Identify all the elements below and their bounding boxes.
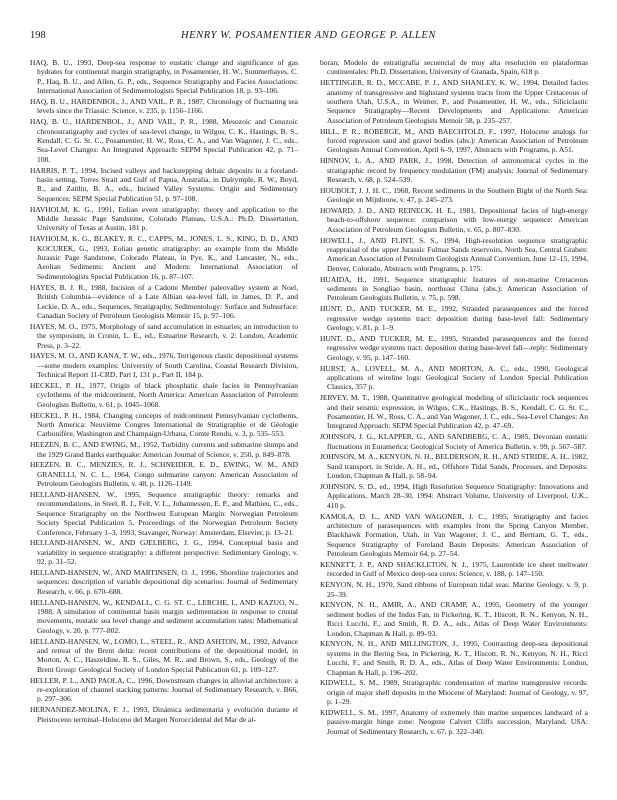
reference-entry: HAQ, B. U., 1993, Deep-sea response to eustatic change and significance of gas hydrates for continental margin stratigraphy, in Posamentier, H. W., Summerhayes, C. P., Haq, B. U., and Allen, G. P., eds., Sequence Stratigraphy and Facies Associations: International Association of Sedimentologists Special Publication 18, p. 93–106. xyxy=(30,58,298,96)
reference-entry: HINNOV, L. A., AND PARK, J., 1998, Detection of astronomical cycles in the stratigraphic record by frequency modulation (FM) analysis: Journal of Sedimentary Research, v. 68, p. 524–539. xyxy=(320,156,588,185)
reference-entry: JOHNSON, M. A., KENYON, N. H., BELDERSON, R. H., AND STRIDE, A. H., 1982, Sand transport, in Stride, A. H., ed., Offshore Tidal Sands, Processes, and Deposits: London, Chapman & Hall, p. 58–94. xyxy=(320,452,588,481)
page-header xyxy=(30,30,587,44)
reference-entry: HOWELL, J., AND FLINT, S. S., 1994, High-resolution sequence stratigraphic reappraisal of the upper Jurassic Fulmar Sands reservoirs, North Sea, Central Graben: American Association of Petroleum Geologists Annual Convention, June 12–15, 1994, Denver, Colorado, Abstracts with Programs, p. 175. xyxy=(320,235,588,273)
reference-entry: HARRIS, P. T., 1994, Incised valleys and backstepping deltaic deposits in a foreland-basin setting, Torres Strait and Gulf of Papua, Australia, in Dalrymple, R. W., Boyd, R., and Zaitlin, B. A., eds., Incised Valley Systems: Origin and Sedimentary Sequences: SEPM Special Publication 51, p. 97–108. xyxy=(30,165,298,203)
reference-entry: HELLAND-HANSEN, W., AND MARTINSEN, O. J., 1996, Shoreline trajectories and sequences: description of variable depositional dip scenarios: Journal of Sedimentary Research, v. 66, p. 670–688. xyxy=(30,567,298,596)
reference-entry: HILL, P. R., ROBERGE, M., AND BAECHTOLD, F., 1997, Holocene analogs for forced regression sand and gravel bodies (abs.): American Association of Petroleum Geologists Annual Convention, April 6–9, 1997, Abstracts with Programs, p. A51. xyxy=(320,126,588,155)
running-head: HENRY W. POSAMENTIER AND GEORGE P. ALLEN xyxy=(180,30,436,41)
reference-entry: HURST, A., LOVELL, M. A., AND MORTON, A. C., eds., 1990, Geological applications of wireline logs: Geological Society of London Special Publication Classics, 357 p. xyxy=(320,363,588,392)
reference-entry: HECKEL, P. H., 1977, Origin of black phosphatic shale facies in Pennsylvanian cyclothems of the midcontinent, North America: American Association of Petroleum Geologists Bulletin, v. 61, p. 1045–1068. xyxy=(30,380,298,409)
reference-entry: KENNETT, J. P., AND SHACKLETON, N. J., 1975, Laurentide ice sheet meltwater recorded in Gulf of Mexico deep-sea cores: Science, v. 188, p. 147–150. xyxy=(320,559,588,579)
reference-entry: HAYES, B. J. R., 1988, Incision of a Cadotte Member paleovalley system at Noel, British Columbia—evidence of a Late Albian sea-level fall, in James, D. P., and Leckie, D. A., eds., Sequences, Stratigraphy, Sedimentology: Surface and Subsurface: Canadian Society of Petroleum Geologists Memoir 15, p. 97–106. xyxy=(30,282,298,320)
reference-entry: HAQ, B. U., HARDENBOL, J., AND VAIL, P. R., 1988, Mesozoic and Cenozoic chronostratigraphy and cycles of sea-level change, in Wilgus, C. K., Hastings, B. S., Kendall, C. G. St. C., Posamentier, H. W., Ross, C. A., and Van Wagoner, J. C., eds., Sea-Level Changes: An Integrated Approach: SEPM Special Publication 42, p. 71–108. xyxy=(30,117,298,164)
reference-entry: KENYON, N. H., AMIR, A., AND CRAMP, A., 1995, Geometry of the younger sediment bodies of the Indus Fan, in Pickering, K. T., Hiscott, R. N., Kenyon, N. H., Ricci Lucchi, F., and Smith, R. D. A., eds., Atlas of Deep Water Environments: London, Chapman & Hall, p. 89–93. xyxy=(320,600,588,638)
reference-entry: KENYON, N. H., AND MILLINGTON, J., 1995, Contrasting deep-sea depositional systems in the Bering Sea, in Pickering, K. T., Hiscott, R. N., Kenyon, N. H., Ricci Lucchi, F., and Smith, R. D. A., eds., Atlas of Deep Water Environments: London, Chapman & Hall, p. 196–202. xyxy=(320,639,588,677)
reference-columns xyxy=(30,58,588,738)
reference-entry: HAVHOLM, K. G., BLAKEY, R. C., CAPPS, M., JONES, L. S., KING, D. D., AND KOCUREK, G., 1993, Eolian genetic stratigraphy: an example from the Middle Jurassic Page Sandstone, Colorado Plateau, in Pye, K., and Lancaster, N., eds., Aeolian Sediments: Ancient and Modern: International Association of Sedimentologists Special Publication 16, p. 87–107. xyxy=(30,234,298,281)
left-column xyxy=(30,58,298,738)
reference-entry: HAYES, M. O., 1975, Morphology of sand accumulation in estuaries; an introduction to the symposium, in Cronin, L. E., ed., Estuarine Research, v. 2: London, Academic Press, p. 3–22. xyxy=(30,321,298,350)
reference-entry: KIDWELL, S. M., 1997, Anatomy of extremely thin marine sequences landward of a passive-margin hinge zone: Neogene Calvert Cliffs succession, Maryland, USA: Journal of Sedimentary Research, v. 67, p. 322–340. xyxy=(320,708,588,736)
reference-entry: HAQ, B. U., HARDENBOL, J., AND VAIL, P. R., 1987, Chronology of fluctuating sea levels since the Triassic: Science, v. 235, p. 1156–1166. xyxy=(30,97,298,116)
reference-entry: HERNANDEZ-MOLINA, F. J., 1993, Dinámica sedimentaria y evolución durante el Pleistoceno terminal–Holoceno del Margen Noroccidental del Mar de al- xyxy=(30,705,298,724)
reference-entry: HELLAND-HANSEN, W., AND GJELBERG, J. G., 1994, Conceptual basis and variability in sequence stratigraphy: a different perspective: Sedimentary Geology, v. 92, p. 31–52. xyxy=(30,538,298,567)
reference-entry: HEEZEN, B. C., MENZIES, R. J., SCHNEIDER, E. D., EWING, W. M., AND GRANELLI, N. C. L., 1964, Congo submarine canyon: American Association of Petroleum Geologists Bulletin, v. 48, p. 1126–1149. xyxy=(30,460,298,489)
reference-entry: HEEZEN, B. C., AND EWING, M., 1952, Turbidity currents and submarine slumps and the 1929 Grand Banks earthquake: American Journal of Science, v. 250, p. 849–878. xyxy=(30,440,298,459)
reference-entry: HOWARD, J. D., AND REINECK, H. E., 1981, Depositional facies of high-energy beach-to-offshore sequence: comparison with low-energy sequence: American Association of Petroleum Geologists Bulletin, v. 65, p. 807–830. xyxy=(320,206,588,234)
reference-entry: JERVEY, M. T., 1988, Quantitative geological modeling of siliciclastic rock sequences and their seismic expression, in Wilgus, C.K., Hastings, B. S., Kendall, C. G. St. C., Posamentier, H. W., Ross, C. A., and Van Wagoner, J. C., eds., Sea-Level Changes: An Integrated Approach: SEPM Special Publication 42, p. 47–69. xyxy=(320,393,588,431)
reference-entry: HUNT, D., AND TUCKER, M. E., 1992, Stranded parasequences and the forced regressive wedge systems tract: deposition during base-level fall: Sedimentary Geology, v. 81, p. 1–9. xyxy=(320,304,588,333)
reference-entry: HELLAND-HANSEN, W., KENDALL, C. G. ST. C., LERCHE, I., AND KAZUO, N., 1988, A simulation of continental basin margin sedimentation in response to crustal movements, eustatic sea level change and sediment accumulation rates: Mathematical Geology, v. 20, p. 777–802. xyxy=(30,597,298,635)
reference-entry: HELLAND-HANSEN, W., LOMO, L., STEEL, R., AND ASHTON, M., 1992, Advance and retreat of the Brent delta: recent contributions of the depositional model, in Morton, A. C., Haszeldine, R. S., Giles, M. R., and Brown, S., eds., Geology of the Brent Group: Geological Society of London Special Publication 61, p. 109–127. xyxy=(30,636,298,674)
reference-entry: KAMOLA, D. L., AND VAN WAGONER, J. C., 1995, Stratigraphy and facies architecture of parasequences with examples from the Spring Canyon Member, Blackhawk Formation, Utah, in Van Wagoner, J. C., and Bertram, G. T., eds., Sequence Stratigraphy of Foreland Basin Deposits: American Association of Petroleum Geologists Memoir 64, p. 27–54. xyxy=(320,511,588,559)
reference-entry: JOHNSON, J. G., KLAPPER, G., AND SANDBERG, C. A., 1985, Devonian eustatic fluctuations in Euramerica: Geological Society of America Bulletin, v. 99, p. 567–587. xyxy=(320,432,588,451)
reference-entry: HAVHOLM, K. G., 1991, Eolian event stratigraphy: theory and application to the Middle Jurassic Page Sandstone, Colorado Plateau, U.S.A.: Ph.D. Dissertation, University of Texas at Austin, 181 p. xyxy=(30,204,298,233)
right-column xyxy=(320,58,588,738)
page-number: 198 xyxy=(30,30,46,41)
reference-entry: HUAIDA, H., 1991, Sequence stratigraphic features of non-marine Cretaceous sediments in Songliao basin, northeast China (abs.): American Association of Petroleum Geologists Bulletin, v. 75, p. 598. xyxy=(320,274,588,303)
reference-entry: HUNT, D., AND TUCKER, M. E., 1995, Stranded parasequences and the forced regressive wedge systems tract: deposition during base-level fall—reply: Sedimentary Geology, v. 95, p. 147–160. xyxy=(320,333,588,362)
reference-entry: HOUBOLT, J. J. H. C., 1968, Recent sediments in the Southern Bight of the North Sea: Geologie en Mijnbouw, v. 47, p. 245–273. xyxy=(320,185,588,205)
reference-entry: KENYON, N. H., 1970, Sand ribbons of European tidal seas: Marine Geology, v. 9, p. 25–39. xyxy=(320,580,588,599)
reference-entry: boran; Modelo de estratigrafía secuencial de muy alta resolución en plataformas continentales: Ph.D. Dissertation, University of Granada, Spain, 618 p. xyxy=(320,58,588,77)
reference-entry: JOHNSON, S. D., ed., 1994, High Resolution Sequence Stratigraphy: Innovations and Applications, March 28–30, 1994: Abstract Volume, University of Liverpool, U.K., 410 p. xyxy=(320,481,588,510)
reference-entry: HELLER, P. L., AND PAOLA, C., 1996, Downstream changes in alluvial architecture: a re-exploration of channel stacking patterns: Journal of Sedimentary Research, v. B66, p. 297–306. xyxy=(30,675,298,704)
reference-entry: HETTINGER, R. D., MCCABE, P. J., AND SHANLEY, K. W., 1994, Detailed facies anatomy of transgressive and highstand systems tracts from the Upper Cretaceous of southern Utah, U.S.A., in Weimer, P., and Posamentier, H. W., eds., Siliciclastic Sequence Stratigraphy—Recent Developments and Applications: American Association of Petroleum Geologists Memoir 58, p. 235–257. xyxy=(320,78,588,125)
reference-entry: HECKEL, P. H., 1984, Changing concepts of midcontinent Pennsylvanian cyclothems, North America: Neuvième Congres International de Stratigraphie et de Géologie Carbonifère, Washington and Champaign-Urbana, Comte Rendu, v. 3, p. 535–553. xyxy=(30,410,298,439)
reference-entry: HAYES, M. O., AND KANA, T. W., eds., 1976, Terrigenous clastic depositional systems—some modern examples: University of South Carolina, Coastal Research Division, Technical Report 11-CRD, Part I, 131 p., Part II, 184 p. xyxy=(30,351,298,380)
reference-entry: KIDWELL, S. M., 1989, Stratigraphic condensation of marine transgressive records: origin of major shell deposits in the Miocene of Maryland: Journal of Geology, v. 97, p. 1–29. xyxy=(320,678,588,707)
reference-entry: HELLAND-HANSEN, W., 1995, Sequence stratigraphic theory: remarks and recommendations, in Steel, R. J., Felt, V. L., Johannessen, E. P., and Mathieu, C., eds., Sequence Stratigraphy on the Northwest European Margin: Norwegian Petroleum Society Special Publication 5, Proceedings of the Norwegian Petroleum Society Conference, February 1–3, 1993, Stavanger, Norway: Amsterdam, Elsevier, p. 13–21. xyxy=(30,489,298,537)
